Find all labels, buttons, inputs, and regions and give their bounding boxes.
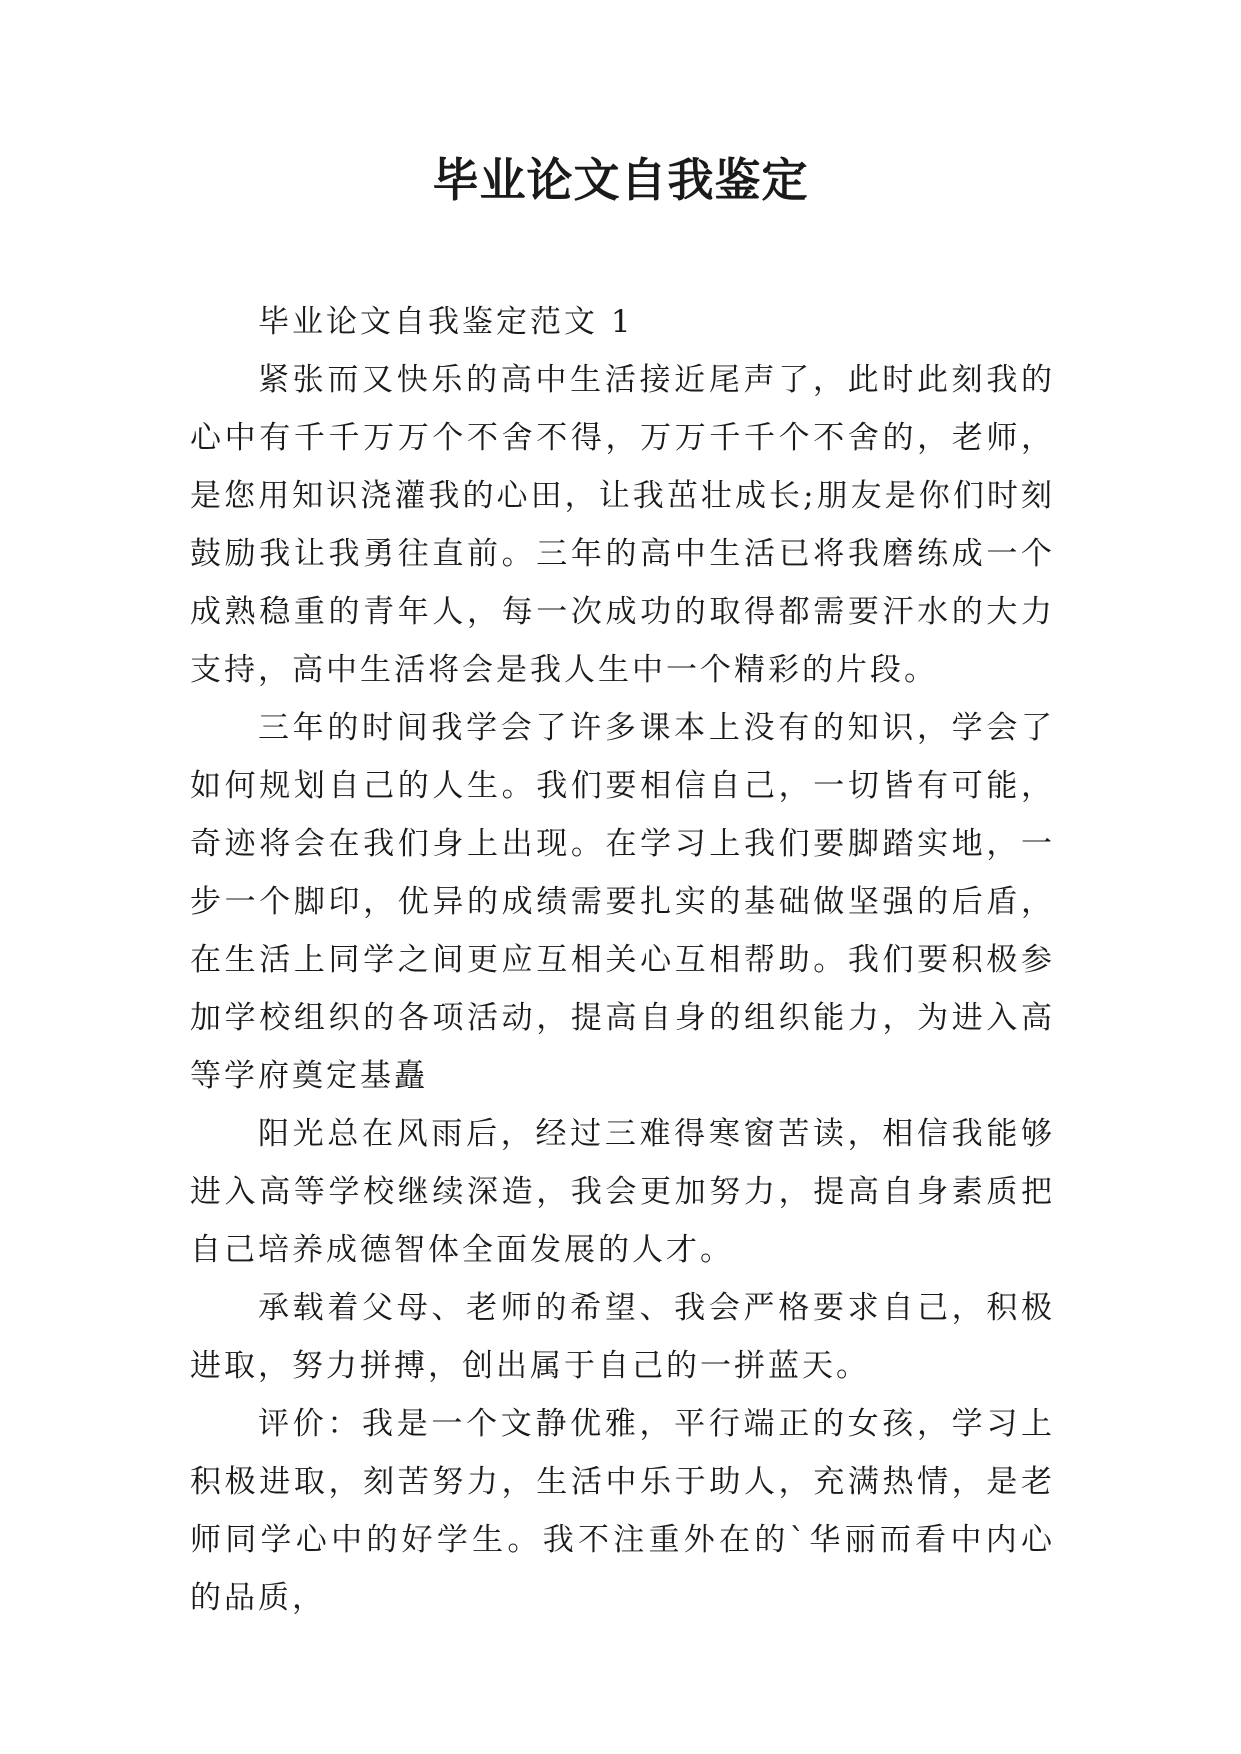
paragraph-2: 三年的时间我学会了许多课本上没有的知识，学会了如何规划自己的人生。我们要相信自己，一切皆有可能，奇迹将会在我们身上出现。在学习上我们要脚踏实地，一步一个脚印，优异的成绩需要扎实的基础做坚强的后盾，在生活上同学之间更应互相关心互相帮助。我们要积极参加学校组织的各项活动，提高自身的组织能力，为进入高等学府奠定基矗 bbox=[190, 710, 1055, 1094]
paragraph-5: 评价：我是一个文静优雅，平行端正的女孩，学习上积极进取，刻苦努力，生活中乐于助人，充满热情，是老师同学心中的好学生。我不注重外在的`华丽而看中内心的品质， bbox=[190, 1406, 1055, 1616]
section-heading: 毕业论文自我鉴定范文 1 bbox=[258, 304, 634, 340]
paragraph-3: 阳光总在风雨后，经过三难得寒窗苦读，相信我能够进入高等学校继续深造，我会更加努力，提高自身素质把自己培养成德智体全面发展的人才。 bbox=[190, 1116, 1055, 1268]
paragraph-1: 紧张而又快乐的高中生活接近尾声了，此时此刻我的心中有千千万万个不舍不得，万万千千个不舍的，老师，是您用知识浇灌我的心田，让我茁壮成长;朋友是你们时刻鼓励我让我勇往直前。三年的高中生活已将我磨练成一个成熟稳重的青年人，每一次成功的取得都需要汗水的大力支持，高中生活将会是我人生中一个精彩的片段。 bbox=[190, 362, 1055, 688]
document-body bbox=[190, 293, 1055, 1627]
document-title: 毕业论文自我鉴定 bbox=[432, 153, 809, 207]
paragraph-4: 承载着父母、老师的希望、我会严格要求自己，积极进取，努力拼搏，创出属于自己的一拼蓝天。 bbox=[190, 1290, 1055, 1384]
